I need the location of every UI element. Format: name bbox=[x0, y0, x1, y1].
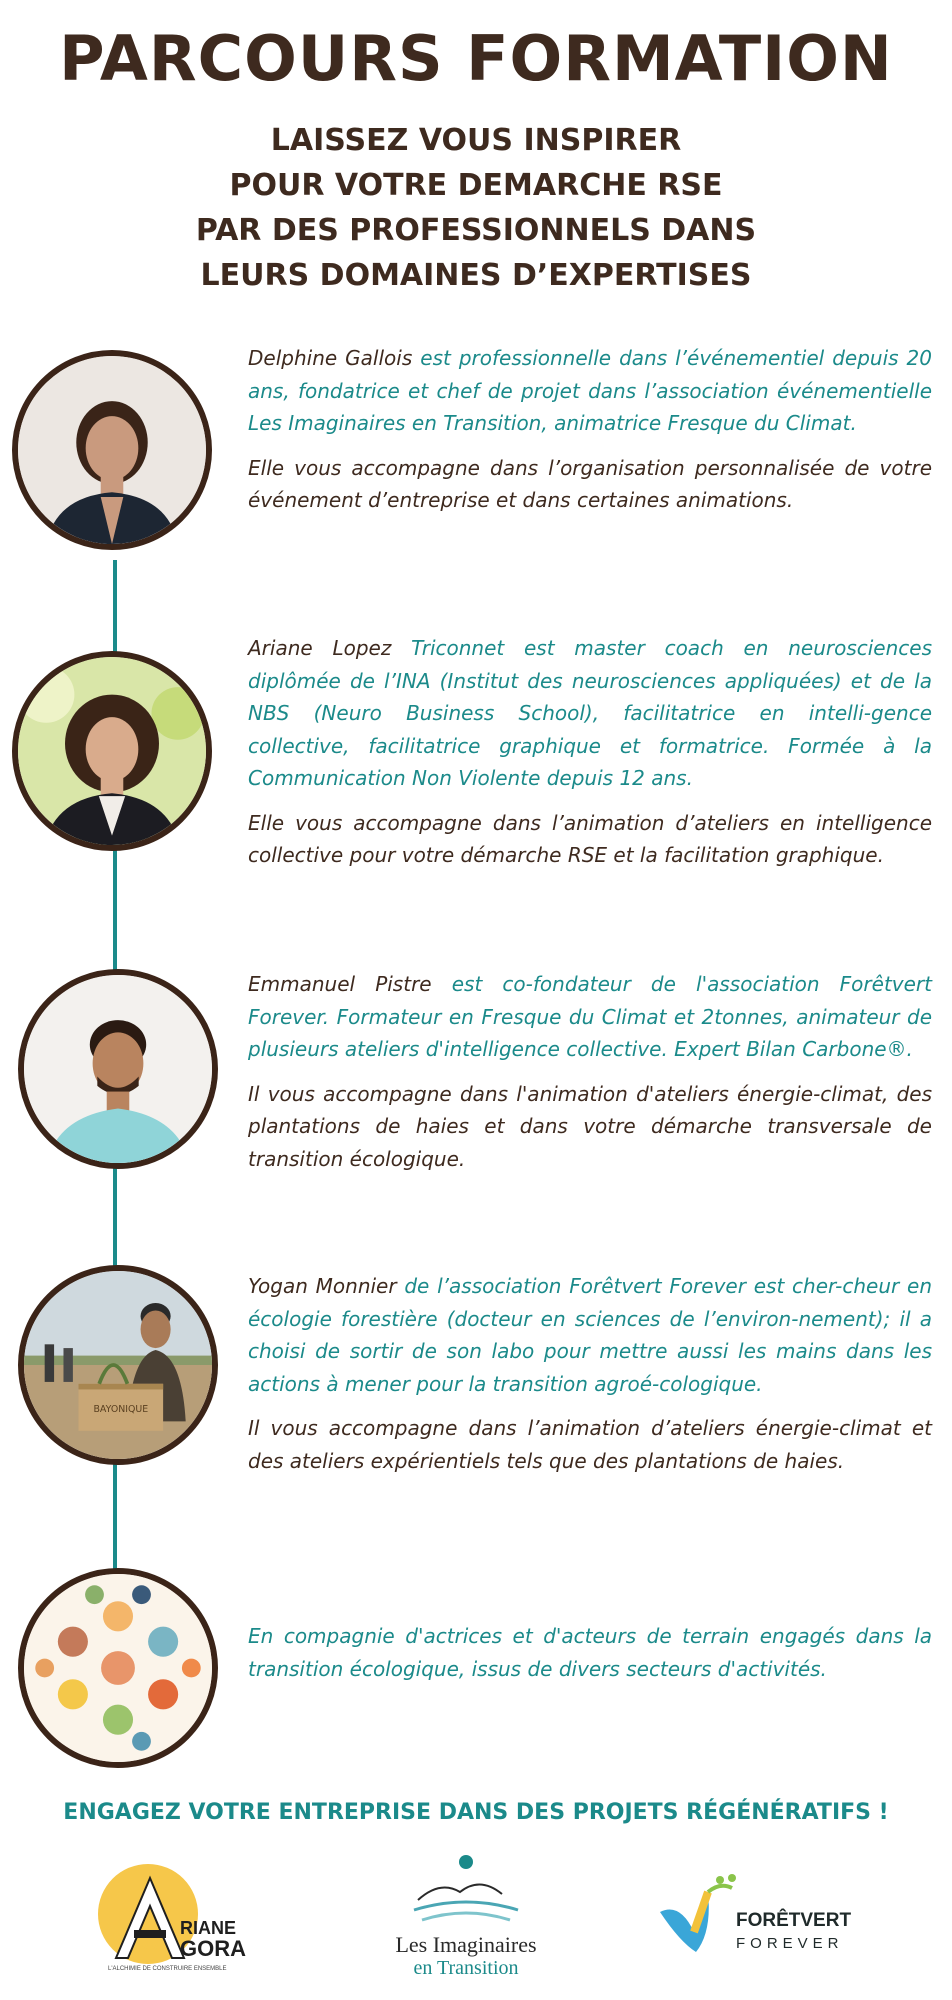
person-intro: est professionnelle dans l’événementiel depuis 20 ans, fondatrice et chef de projet dans l’association événementielle Les Imaginaires en Transition, animatrice Fresque du Climat. bbox=[248, 346, 933, 435]
logo-imaginaires bbox=[370, 1850, 570, 1980]
avatar-delphine bbox=[12, 350, 212, 550]
community-bio bbox=[248, 1620, 932, 1685]
person-name: Delphine Gallois bbox=[248, 346, 413, 370]
logo-ariane-text: RIANE bbox=[180, 1918, 237, 1938]
page-title: PARCOURS FORMATION bbox=[59, 22, 893, 95]
person-description: Elle vous accompagne dans l’organisation personnalisée de votre événement d’entreprise et dans certaines animations. bbox=[248, 455, 932, 512]
logo-foretvert-line1: FORÊTVERT bbox=[736, 1910, 852, 1931]
avatar-yogan bbox=[18, 1265, 218, 1465]
logo-foretvert bbox=[650, 1872, 880, 1962]
person-description: Il vous accompagne dans l’animation d’ateliers énergie-climat et des ateliers expérientiels tels que des plantations de haies. bbox=[248, 1416, 932, 1473]
avatar-emmanuel bbox=[18, 969, 218, 1169]
person-name: Yogan Monnier bbox=[248, 1274, 397, 1298]
logo-imaginaires-line2: en Transition bbox=[413, 1957, 519, 1979]
person-description: Il vous accompagne dans l'animation d'ateliers énergie-climat, des plantations de haies et dans votre démarche transversale de transition écologique. bbox=[248, 1081, 932, 1171]
subtitle-line: PAR DES PROFESSIONNELS DANS bbox=[195, 213, 757, 248]
person-description: Elle vous accompagne dans l’animation d’ateliers en intelligence collective pour votre démarche RSE et la facilitation graphique. bbox=[248, 810, 932, 867]
bio-delphine bbox=[248, 342, 932, 517]
page-subtitle bbox=[0, 118, 952, 298]
logo-imaginaires-line1: Les Imaginaires bbox=[395, 1932, 537, 1957]
subtitle-line: LAISSEZ VOUS INSPIRER bbox=[270, 123, 682, 158]
community-text: En compagnie d'actrices et d'acteurs de terrain engagés dans la transition écologique, issus de divers secteurs d'activités. bbox=[248, 1624, 932, 1681]
person-name: Emmanuel Pistre bbox=[248, 972, 432, 996]
logo-foretvert-line2: FOREVER bbox=[736, 1935, 844, 1952]
avatar-ariane bbox=[12, 651, 212, 851]
person-intro: est co-fondateur de l'association Forêtvert Forever. Formateur en Fresque du Climat et 2tonnes, animateur de plusieurs ateliers d'intelligence collective. Expert Bilan Carbone®. bbox=[248, 972, 932, 1061]
bio-ariane bbox=[248, 632, 932, 872]
avatar-community-illustration bbox=[18, 1568, 218, 1768]
photo-crate-label: BAYONIQUE bbox=[93, 1404, 149, 1415]
subtitle-line: LEURS DOMAINES D’EXPERTISES bbox=[200, 258, 752, 293]
cta-banner: ENGAGEZ VOTRE ENTREPRISE DANS DES PROJETS RÉGÉNÉRATIFS ! bbox=[63, 1800, 889, 1825]
person-intro: Triconnet est master coach en neurosciences diplômée de l’INA (Institut des neurosciences appliquées) et de la NBS (Neuro Business School), facilitatrice en intelli-gence collective, facilitatrice graphique et formatrice. Formée à la Communication Non Violente depuis 12 ans. bbox=[248, 636, 933, 790]
subtitle-line: POUR VOTRE DEMARCHE RSE bbox=[229, 168, 723, 203]
logo-agora-tagline: L'ALCHIMIE DE CONSTRUIRE ENSEMBLE bbox=[108, 1966, 227, 1972]
bio-yogan bbox=[248, 1270, 932, 1477]
person-name: Ariane Lopez bbox=[248, 636, 392, 660]
logo-agora-text: GORA bbox=[180, 1936, 246, 1961]
bio-emmanuel bbox=[248, 968, 932, 1175]
person-intro: de l’association Forêtvert Forever est cher-cheur en écologie forestière (docteur en sciences de l’environ-nement); il a choisi de sortir de son labo pour mettre aussi les mains dans les actions à mener pour la transition agroé-cologique. bbox=[248, 1274, 932, 1396]
logo-ariane-agora bbox=[88, 1862, 278, 1972]
